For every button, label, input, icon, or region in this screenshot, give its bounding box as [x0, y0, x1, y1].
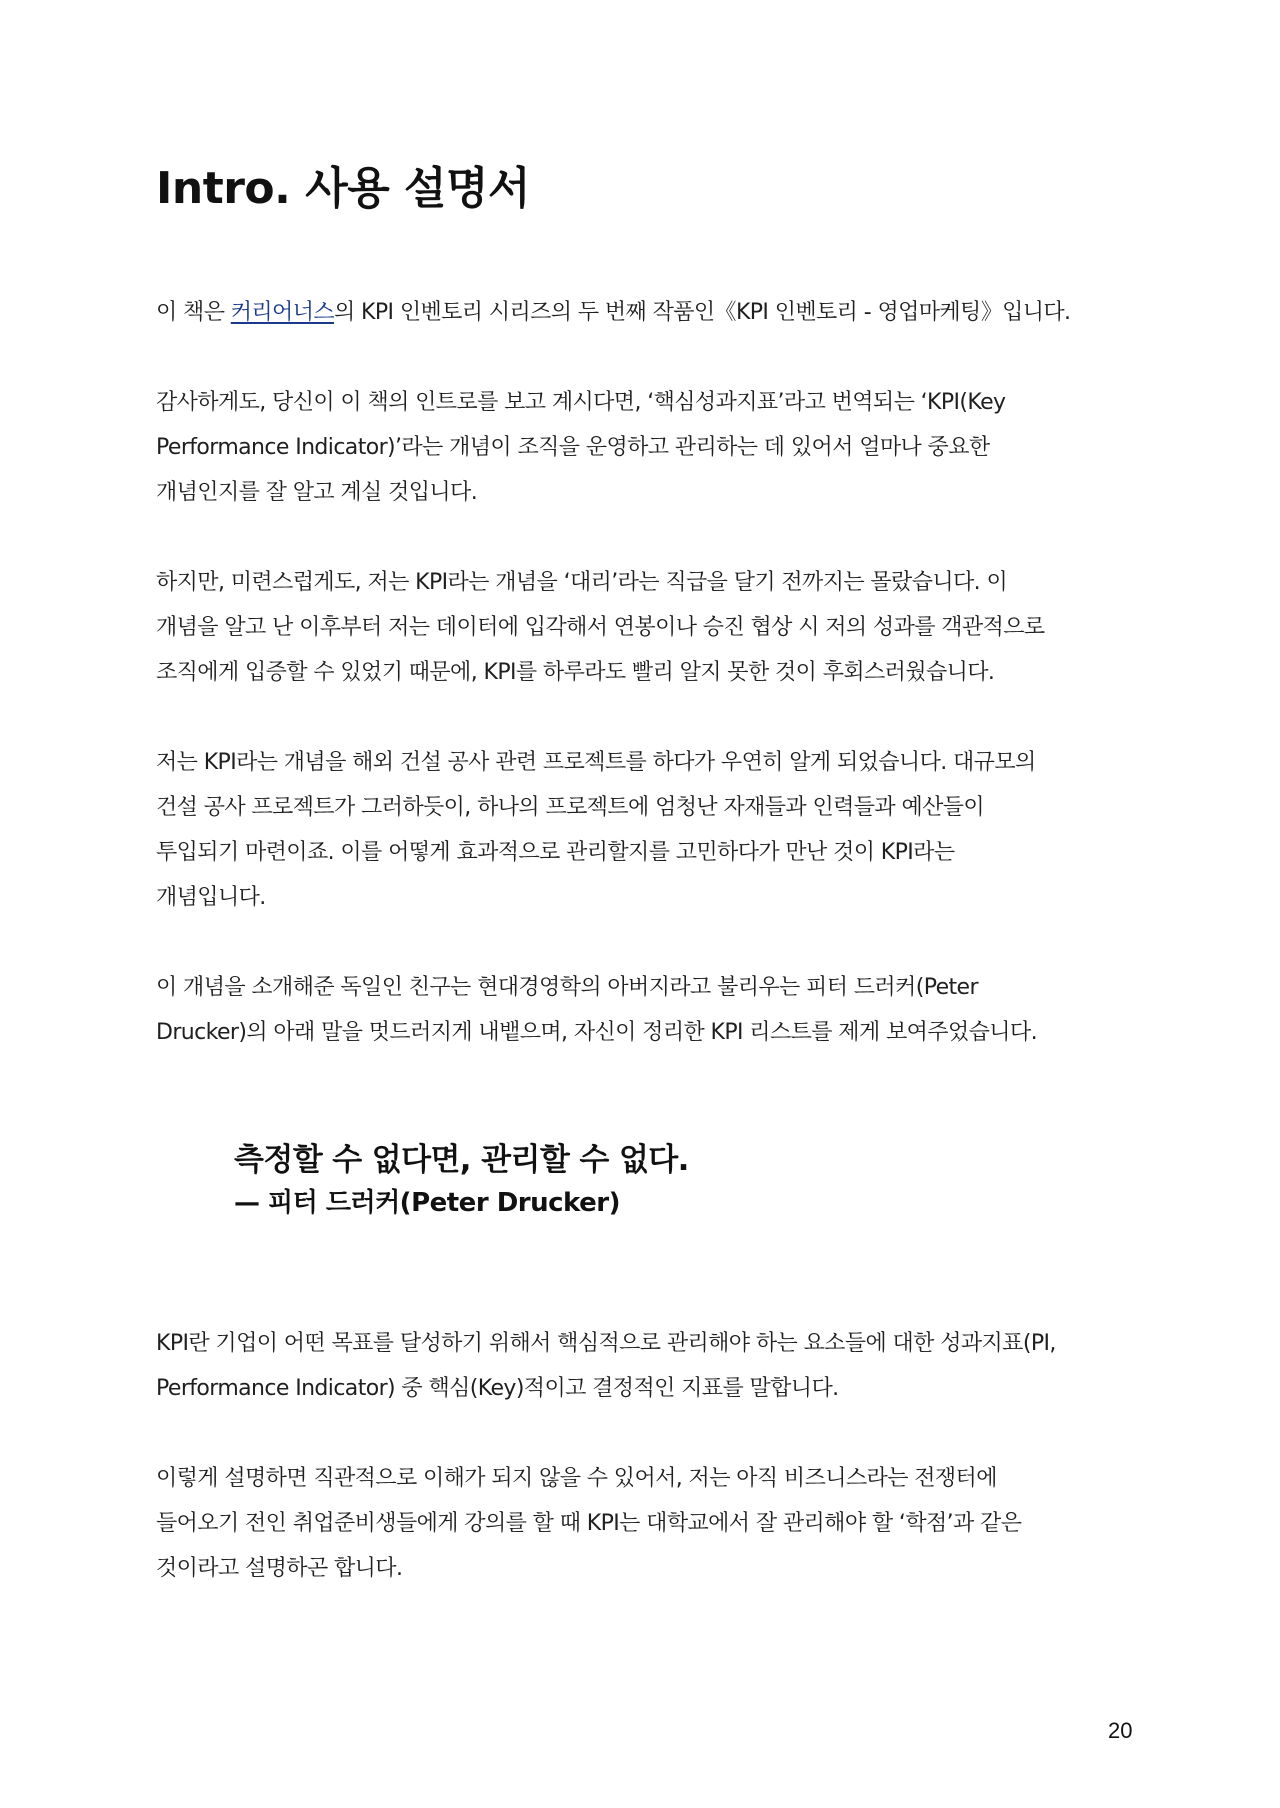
spacer	[156, 1411, 1136, 1456]
paragraph-line: KPI란 기업이 어떤 목표를 달성하기 위해서 핵심적으로 관리해야 하는 요소들에 대한 성과지표(PI,	[156, 1331, 1056, 1356]
spacer	[156, 515, 1136, 560]
paragraph-line: 조직에게 입증할 수 있었기 때문에, KPI를 하루라도 빨리 알지 못한 것이 후회스러웠습니다.	[156, 660, 995, 685]
paragraph-3	[156, 560, 1136, 695]
paragraph-line: 저는 KPI라는 개념을 해외 건설 공사 관련 프로젝트를 하다가 우연히 알게 되었습니다. 대규모의	[156, 750, 1036, 775]
paragraph-7	[156, 1456, 1136, 1591]
drucker-quote	[156, 1137, 1136, 1223]
paragraph-2	[156, 380, 1136, 515]
paragraph-line: 개념을 알고 난 이후부터 저는 데이터에 입각해서 연봉이나 승진 협상 시 저의 성과를 객관적으로	[156, 615, 1045, 640]
paragraph-4	[156, 740, 1136, 920]
paragraph-line: 하지만, 미련스럽게도, 저는 KPI라는 개념을 ‘대리’라는 직급을 달기 전까지는 몰랐습니다. 이	[156, 570, 1008, 595]
paragraph-6	[156, 1321, 1136, 1411]
page-number: 20	[1108, 1718, 1133, 1743]
paragraph-text: 의 KPI 인벤토리 시리즈의 두 번째 작품인《KPI 인벤토리 - 영업마케팅》입니다.	[334, 300, 1071, 325]
paragraph-line: 들어오기 전인 취업준비생들에게 강의를 할 때 KPI는 대학교에서 잘 관리해야 할 ‘학점’과 같은	[156, 1511, 1022, 1536]
spacer	[156, 920, 1136, 965]
page-title: Intro. 사용 설명서	[156, 163, 531, 214]
paragraph-line: Performance Indicator) 중 핵심(Key)적이고 결정적인 지표를 말합니다.	[156, 1376, 839, 1401]
paragraph-line	[156, 290, 1136, 335]
paragraph-line: 이렇게 설명하면 직관적으로 이해가 되지 않을 수 있어서, 저는 아직 비즈니스라는 전쟁터에	[156, 1466, 997, 1491]
paragraph-line: 이 개념을 소개해준 독일인 친구는 현대경영학의 아버지라고 불리우는 피터 드러커(Peter	[156, 975, 978, 1000]
spacer	[156, 335, 1136, 380]
paragraph-line: Drucker)의 아래 말을 멋드러지게 내뱉으며, 자신이 정리한 KPI 리스트를 제게 보여주었습니다.	[156, 1020, 1037, 1045]
quote-author: — 피터 드러커(Peter Drucker)	[234, 1188, 620, 1218]
paragraph-line: 투입되기 마련이죠. 이를 어떻게 효과적으로 관리할지를 고민하다가 만난 것이 KPI라는	[156, 840, 955, 865]
spacer	[156, 1055, 1136, 1137]
paragraph-line: Performance Indicator)’라는 개념이 조직을 운영하고 관리하는 데 있어서 얼마나 중요한	[156, 435, 990, 460]
paragraph-line: 감사하게도, 당신이 이 책의 인트로를 보고 계시다면, ‘핵심성과지표’라고 번역되는 ‘KPI(Key	[156, 390, 1006, 415]
paragraph-line: 개념입니다.	[156, 885, 266, 910]
quote-text: 측정할 수 없다면, 관리할 수 없다.	[234, 1142, 689, 1178]
paragraph-line: 건설 공사 프로젝트가 그러하듯이, 하나의 프로젝트에 엄청난 자재들과 인력들과 예산들이	[156, 795, 985, 820]
paragraph-5	[156, 965, 1136, 1055]
paragraph-text: 이 책은	[156, 300, 231, 325]
careerners-link[interactable]: 커리어너스	[230, 300, 335, 325]
spacer	[156, 695, 1136, 740]
paragraph-line: 개념인지를 잘 알고 계실 것입니다.	[156, 480, 478, 505]
body-content	[156, 290, 1136, 1591]
paragraph-1	[156, 290, 1136, 335]
spacer	[156, 1223, 1136, 1321]
paragraph-line: 것이라고 설명하곤 합니다.	[156, 1556, 403, 1581]
